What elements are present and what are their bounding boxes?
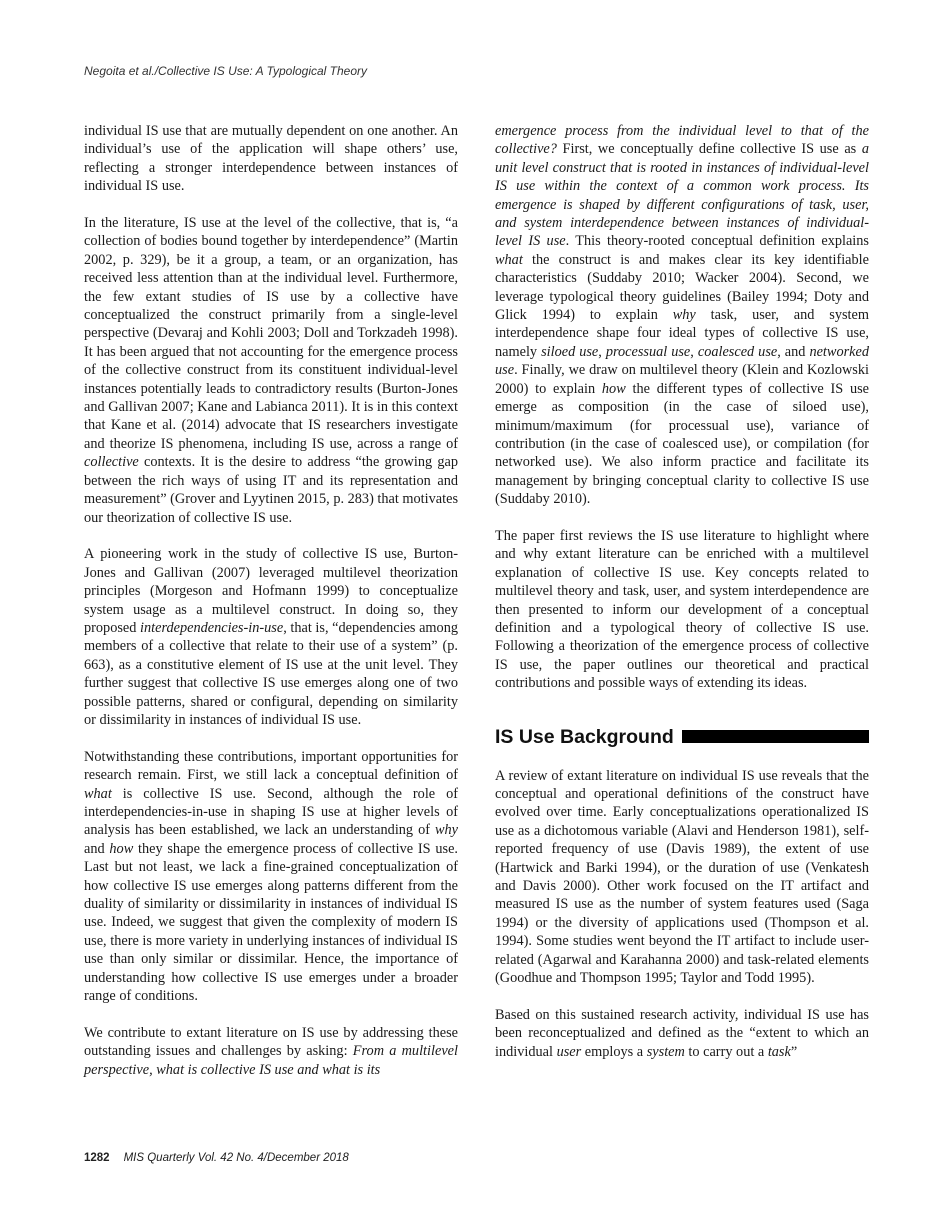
emphasis: siloed use (541, 343, 599, 360)
emphasis: system (646, 1043, 685, 1060)
text-run: they shape the emergence process of collective IS use. Last but not least, we lack a fine-grained conceptualization of how collective IS use emerges along patterns different from the duality of similarity or dissimilarity in instances of individual IS use. Indeed, we suggest that given the complexity of modern IS use, there is more variety in underlying instances of individual IS use than only similar or dissimilar. Hence, the importance of understanding how collective IS use emerges under a broader range of conditions. (84, 840, 459, 1005)
paragraph (84, 214, 458, 527)
emphasis: task (767, 1043, 791, 1060)
text-run: contexts. It is the desire to address “the growing gap between the rich ways of using IT and its representation and measurement” (Grover and Lyytinen 2015, p. 283) that motivates our theorization of collective IS use. (84, 454, 459, 526)
emphasis: coalesced use (697, 343, 778, 360)
section-title: IS Use Background (495, 725, 674, 748)
text-run: . Finally, we draw on multilevel theory (Klein and Kozlowski 2000) to explain (495, 362, 869, 397)
text-run: is collective IS use. Second, although the role of interdependencies-in-use in shaping IS use at higher levels of analysis has been established, we lack an understanding of (84, 785, 458, 839)
text-run: and (84, 840, 110, 857)
text-run: to carry out a (684, 1043, 768, 1060)
research-question: From a multilevel perspective, what is collective IS use and what is its (84, 1043, 458, 1078)
emphasis: collective (84, 454, 139, 471)
paragraph (84, 748, 458, 1006)
emphasis: why (672, 307, 696, 324)
paragraph: The paper first reviews the IS use literature to highlight where and why extant literature can be enriched with a multilevel explanation of collective IS use. Key concepts related to multilevel theory and task, user, and system interdependence are then presented to inform our development of a conceptual definition and a typological theory of collective IS use. Following a theorization of the emergence process of collective IS use, the paper outlines our theoretical and practical contributions and possible ways of extending its ideas. (495, 527, 869, 692)
text-run: , (690, 343, 698, 360)
text-run: First, we conceptually define collective IS use as (556, 141, 862, 158)
text-run: , (598, 343, 606, 360)
text-run: In the literature, IS use at the level of the collective, that is, “a collection of bodies bound together by interdependence” (Martin 2002, p. 329), be it a group, a team, or an organization, has received less attention than at the individual level. Furthermore, the few extant studies of IS use by a collective have conceptualized the construct primarily from a single-level perspective (Devaraj and Kohli 2003; Doll and Torkzadeh 1998). It has been argued that not accounting for the emergence process of the collective construct from its constituent individual-level instances potentially leads to contradictory results (Burton-Jones and Gallivan 2007; Kane and Labianca 2011). It is in this context that Kane et al. (2014) advocate that IS researchers investigate and theorize IS phenomena, including IS use, across a range of (84, 215, 458, 452)
emphasis: what (495, 251, 523, 268)
text-run: , that is, “dependencies among members of a collective that relate to their use of a system” (p. 663), as a constitutive element of IS use at the unit level. They further suggest that collective IS use emerges along one of two possible patterns, shared or configural, depending on similarity or dissimilarity in instances of individual IS use. (84, 619, 458, 728)
text-run: task, user, and system interdependence shape four ideal types of collective IS use, namely (495, 307, 869, 360)
emphasis: interdependencies-in-use (140, 619, 284, 636)
definition: a unit level construct that is rooted in instances of individual-level IS use within the context of a common work process. Its emergence is shaped by different configurations of task, user, and system interdependence between instances of individual-level IS use (495, 141, 869, 250)
paragraph (84, 545, 458, 729)
text-run: employs a (581, 1043, 647, 1060)
emphasis: how (601, 380, 626, 397)
left-column (84, 122, 458, 1079)
text-run: We contribute to extant literature on IS use by addressing these outstanding issues and challenges by asking: (84, 1024, 458, 1060)
emphasis: user (556, 1043, 582, 1060)
emphasis: processual use (605, 343, 691, 360)
paragraph (495, 1006, 869, 1061)
text-run: , and (777, 343, 810, 360)
section-heading (495, 725, 869, 749)
research-question: emergence process from the individual level to that of the collective? (495, 123, 869, 158)
section-rule (682, 730, 869, 743)
paragraph: A review of extant literature on individual IS use reveals that the conceptual and operational definitions of the construct have evolved over time. Early conceptualizations operationalized IS use as a dichotomous variable (Alavi and Henderson 1981), self-reported frequency of use (Davis 1989), the extent of use (Hartwick and Barki 1994), or the duration of use (Venkatesh and Davis 2000). Other work focused on the IT artifact and measured IS use as the number of system features used (Saga 1994) or the diversity of applications used (Thompson et al. 1994). Some studies went beyond the IT artifact to include user-related (Agarwal and Karahanna 2000) and task-related elements (Goodhue and Thompson 1995; Taylor and Todd 1995). (495, 767, 869, 987)
text-run: Notwithstanding these contributions, important opportunities for research remain. First, we still lack a conceptual definition of (84, 748, 458, 784)
text-run: . This theory-rooted conceptual definition explains (565, 233, 869, 250)
emphasis: how (109, 840, 134, 857)
emphasis: what (84, 785, 112, 802)
emphasis: networked use (495, 343, 869, 379)
paragraph (84, 1024, 458, 1079)
emphasis: why (434, 822, 458, 839)
text-run: the different types of collective IS use emerge as composition (in the case of siloed use), minimum/maximum (for processual use), variance of contribution (in the case of coalesced use), or compilation (for networked use). We also inform practice and facilitate its management by bringing conceptual clarity to collective IS use (Suddaby 2010). (495, 380, 870, 508)
journal-citation: MIS Quarterly Vol. 42 No. 4/December 2018 (123, 1152, 349, 1164)
paragraph (495, 122, 869, 509)
running-head: Negoita et al./Collective IS Use: A Typological Theory (84, 64, 368, 78)
right-column (495, 122, 869, 1061)
text-run: A pioneering work in the study of collective IS use, Burton-Jones and Gallivan (2007) leveraged multilevel theorization principles (Morgeson and Hofmann 1999) to conceptualize system usage as a multilevel construct. In doing so, they proposed (84, 546, 458, 636)
page-footer (84, 1152, 349, 1164)
text-run: Based on this sustained research activity, individual IS use has been reconceptualized and defined as the “extent to which an individual (495, 1006, 869, 1060)
text-run: ” (790, 1043, 798, 1060)
page-number: 1282 (84, 1152, 110, 1164)
text-run: the construct is and makes clear its key identifiable characteristics (Suddaby 2010; Wacker 2004). Second, we leverage typological theory guidelines (Bailey 1994; Doty and Glick 1994) to explain (495, 251, 869, 324)
paragraph: individual IS use that are mutually dependent on one another. An individual’s use of the application will shape others’ use, reflecting a stronger interdependence between instances of individual IS use. (84, 123, 458, 195)
